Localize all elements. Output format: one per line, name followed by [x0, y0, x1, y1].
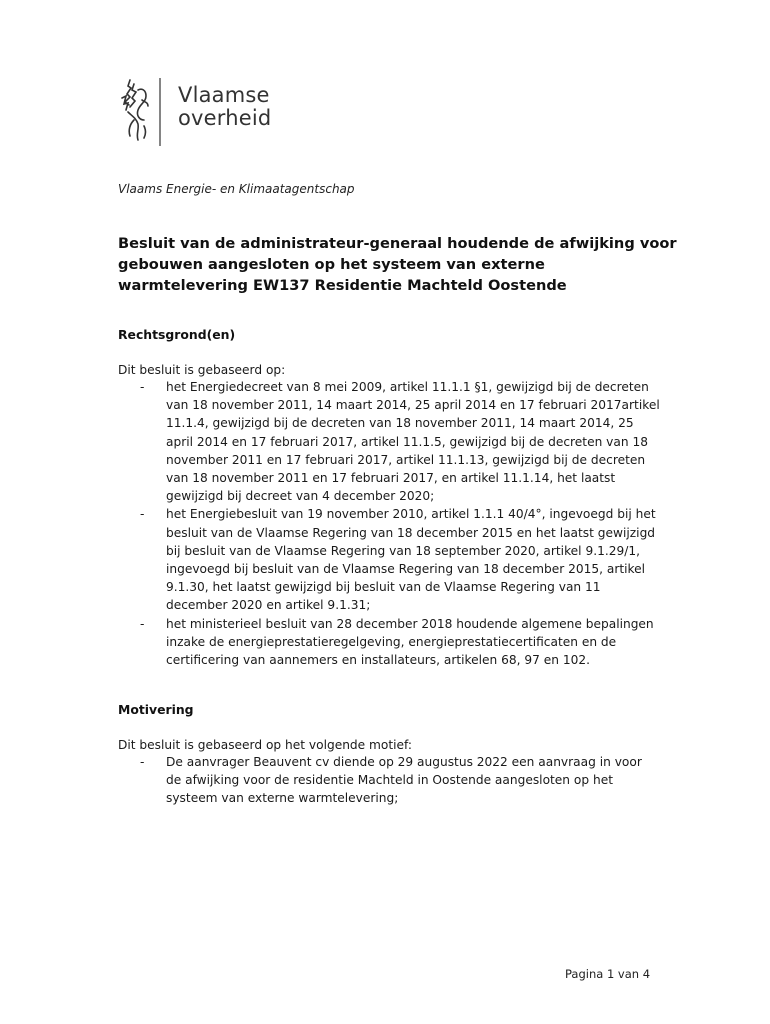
logo-wordmark	[178, 84, 271, 130]
list-item	[140, 615, 660, 670]
logo-line-1: Vlaamse	[178, 83, 270, 107]
motivation-heading: Motivering	[118, 702, 194, 717]
vlaamse-overheid-logo	[116, 76, 286, 148]
bullet-dash: -	[140, 755, 145, 769]
list-item-text: het ministerieel besluit van 28 december 2018 houdende algemene bepalingen inzake de energieprestatieregelgeving, energieprestatiecertificaten en de certificering van aannemers en installateurs, artikelen 68, 97 en 102.	[166, 616, 654, 668]
agency-name: Vlaams Energie- en Klimaatagentschap	[118, 182, 355, 196]
page-number: Pagina 1 van 4	[565, 967, 651, 981]
bullet-dash: -	[140, 507, 145, 522]
list-item	[140, 505, 660, 614]
list-item-text: het Energiebesluit van 19 november 2010, artikel 1.1.1 40/4°, ingevoegd bij het besluit van de Vlaamse Regering van 18 december 2015 en het laatst gewijzigd bij besluit van de Vlaamse Regering van 18 september 2020, artikel 9.1.29/1, ingevoegd bij besluit van de Vlaamse Regering van 18 december 2015, artikel 9.1.30, het laatst gewijzigd bij besluit van de Vlaamse Regering van 11 december 2020 en artikel 9.1.31;	[166, 507, 656, 613]
bullet-dash: -	[140, 616, 145, 631]
bullet-dash: -	[140, 380, 145, 394]
legal-basis-intro: Dit besluit is gebaseerd op:	[118, 363, 286, 377]
motivation-intro: Dit besluit is gebaseerd op het volgende motief:	[118, 738, 412, 752]
legal-basis-list	[140, 378, 660, 669]
motivation-list	[140, 753, 660, 808]
legal-basis-heading: Rechtsgrond(en)	[118, 327, 236, 342]
document-title: Besluit van de administrateur-generaal houdende de afwijking voor gebouwen aangesloten op het systeem van externe warmtelevering EW137 Residentie Machteld Oostende	[118, 235, 677, 294]
list-item	[140, 753, 660, 808]
list-item	[140, 378, 660, 505]
list-item-text: het Energiedecreet van 8 mei 2009, artikel 11.1.1 §1, gewijzigd bij de decreten van 18 november 2011, 14 maart 2014, 25 april 2014 en 17 februari 2017artikel 11.1.4, gewijzigd bij de decreten van 18 november 2011, 14 maart 2014, 25 april 2014 en 17 februari 2017, artikel 11.1.5, gewijzigd bij de decreten van 18 november 2011 en 17 februari 2017, artikel 11.1.13, gewijzigd bij de decreten van 18 november 2011 en 17 februari 2017, en artikel 11.1.14, het laatst gewijzigd bij decreet van 4 december 2020;	[166, 380, 660, 504]
list-item-text: De aanvrager Beauvent cv diende op 29 augustus 2022 een aanvraag in voor de afwijking voor de residentie Machteld in Oostende aangesloten op het systeem van externe warmtelevering;	[166, 755, 642, 806]
logo-line-2: overheid	[178, 106, 272, 130]
flemish-lion-icon	[116, 76, 172, 148]
